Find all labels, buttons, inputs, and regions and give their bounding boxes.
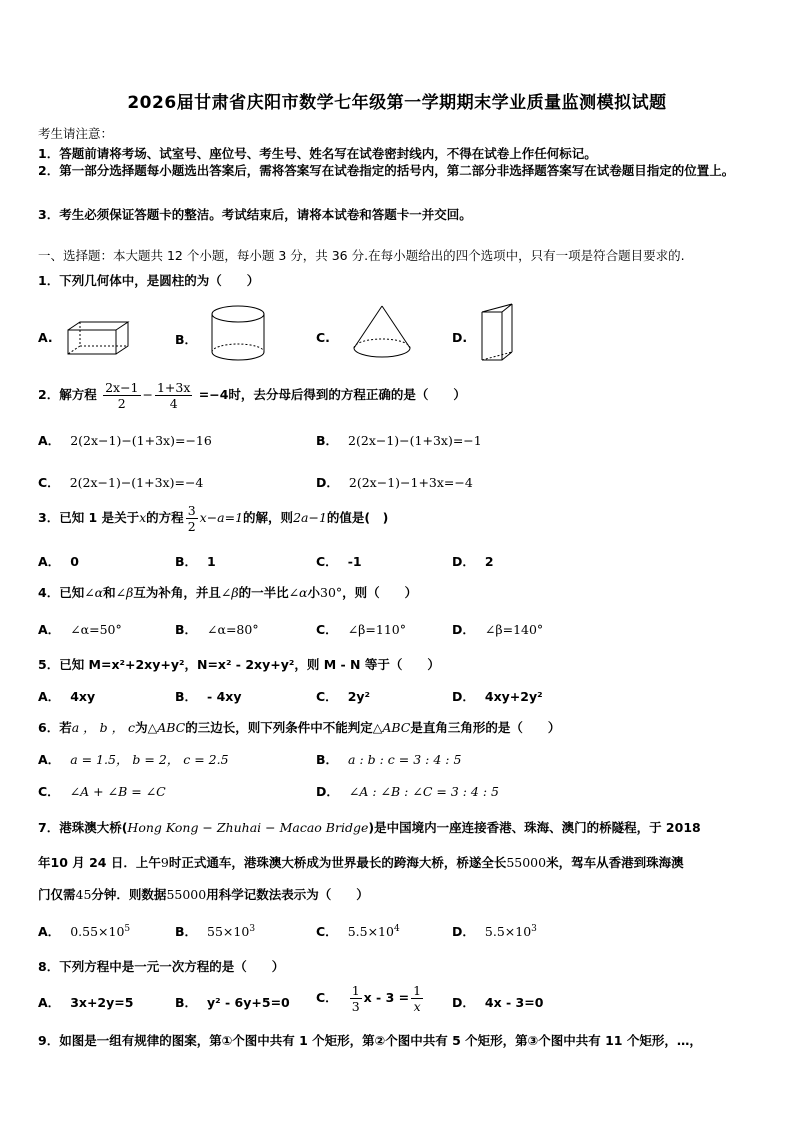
option-label: C. — [316, 330, 330, 345]
denominator: 2 — [187, 519, 196, 534]
option-text: 2 — [484, 554, 494, 569]
option-label: D． — [316, 784, 339, 799]
option-text: ∠α=80° — [207, 622, 259, 637]
q4-option-d[interactable] — [452, 620, 543, 638]
angle-alpha: ∠α — [288, 585, 308, 600]
q7-bridge-name: Hong Kong − Zhuhai − Macao Bridge — [127, 820, 369, 835]
option-label: A． — [38, 752, 61, 767]
q4-pre: 4．已知 — [38, 585, 85, 600]
option-label: D. — [452, 330, 468, 345]
option-text: 3x+2y=5 — [70, 995, 134, 1010]
q2-post: =−4时，去分母后得到的方程正确的是（ ） — [198, 387, 466, 402]
notice-heading: 考生请注意： — [38, 126, 114, 141]
option-label: C． — [316, 990, 338, 1005]
option-label: B． — [175, 622, 198, 637]
q7-text: 用科学记数法表示为（ ） — [206, 887, 369, 902]
option-label: B． — [175, 995, 198, 1010]
var-x: x — [139, 510, 147, 525]
angle-alpha: ∠α — [84, 585, 104, 600]
option-text: ∠β=140° — [484, 622, 544, 637]
q6-post: 是直角三角形的是（ ） — [410, 720, 561, 735]
exponent: 3 — [531, 923, 537, 934]
q3-option-b[interactable] — [175, 552, 216, 570]
q4-mid2: 的一半比 — [238, 585, 289, 600]
q3-option-a[interactable] — [38, 552, 79, 570]
q2-option-a[interactable] — [38, 431, 212, 449]
q2-option-b[interactable] — [316, 431, 482, 449]
cylinder-icon — [208, 302, 268, 364]
question-5-stem: 5．已知 M=x²+2xy+y²，N=x² - 2xy+y²，则 M - N 等于（ ） — [38, 657, 440, 672]
option-text: -1 — [347, 554, 362, 569]
q3-option-c[interactable] — [316, 552, 362, 570]
q3-pre: 3．已知 1 是关于 — [38, 510, 140, 525]
q7-text: )是中国境内一座连接香港、珠海、澳门的桥隧程，于 2018 — [368, 820, 701, 835]
triangle-abc: △ABC — [147, 720, 186, 735]
option-text: 2(2x−1)−(1+3x)=−4 — [69, 475, 204, 490]
q1-option-a[interactable] — [38, 330, 63, 345]
option-text: - 4xy — [207, 689, 242, 704]
option-label: A． — [38, 924, 61, 939]
numerator: 3 — [187, 503, 196, 518]
rectangular-prism-icon — [64, 318, 134, 358]
q7-option-d[interactable] — [452, 922, 537, 940]
option-label: C． — [316, 622, 338, 637]
q8-option-b[interactable] — [175, 993, 290, 1011]
option-label: A． — [38, 554, 61, 569]
q4-option-a[interactable] — [38, 620, 122, 638]
option-label: B． — [175, 332, 198, 347]
question-1-stem: 1．下列几何体中，是圆柱的为（ ） — [38, 273, 260, 288]
question-3-stem — [38, 503, 388, 534]
question-7-line-1 — [38, 818, 701, 836]
notice-item-3: 3．考生必须保证答题卡的整洁。考试结束后，请将本试卷和答题卡一并交回。 — [38, 207, 472, 222]
numerator: 1 — [351, 983, 360, 998]
option-text: 2(2x−1)−(1+3x)=−1 — [348, 433, 482, 448]
numerator: 1+3x — [156, 380, 191, 395]
q6-option-a[interactable] — [38, 750, 229, 768]
question-4-stem — [38, 583, 417, 601]
option-text: 4x - 3=0 — [484, 995, 544, 1010]
exponent: 4 — [393, 923, 400, 934]
q7-text: 分钟．则数据 — [91, 887, 167, 902]
option-label: C． — [316, 924, 338, 939]
option-label: A． — [38, 433, 61, 448]
q6-vars: a ， b ， c — [71, 720, 136, 735]
option-label: C． — [316, 554, 338, 569]
q2-pre: 2．解方程 — [38, 387, 97, 402]
q6-option-b[interactable] — [316, 750, 461, 768]
q7-text: 时正式通车，港珠澳大桥成为世界最长的跨海大桥，桥遂全长 — [168, 855, 507, 870]
q3-post2: 的值是( ) — [326, 510, 389, 525]
q7-number: 55000 — [166, 887, 207, 902]
option-label: D． — [452, 689, 475, 704]
q6-pre: 6．若 — [38, 720, 72, 735]
q7-number: 9 — [160, 855, 169, 870]
q1-option-c[interactable] — [316, 330, 340, 345]
option-text: 2(2x−1)−(1+3x)=−16 — [70, 433, 212, 448]
denominator: 2 — [117, 396, 126, 411]
q3-expr: 2a−1 — [293, 510, 327, 525]
notice-item-1: 1．答题前请将考场、试室号、座位号、考生号、姓名写在试卷密封线内，不得在试卷上作任何标记。 — [38, 146, 597, 161]
option-text: 2(2x−1)−1+3x=−4 — [348, 475, 473, 490]
option-text: 5.5×10 — [484, 924, 532, 939]
option-text: a = 1.5， b = 2， c = 2.5 — [70, 752, 229, 767]
q7-text: 门仅需 — [38, 887, 76, 902]
cone-icon — [350, 302, 414, 362]
option-text: 55×10 — [207, 924, 250, 939]
denominator: 3 — [351, 999, 360, 1014]
numerator: 1 — [413, 983, 422, 998]
option-text: 5.5×10 — [347, 924, 394, 939]
q8-option-a[interactable] — [38, 993, 133, 1011]
q7-number: 55000 — [506, 855, 547, 870]
q4-mid: 互为补角，并且 — [133, 585, 221, 600]
q6-mid2: 的三边长，则下列条件中不能判定 — [185, 720, 373, 735]
denominator: 4 — [169, 396, 178, 411]
q2-fraction-2 — [155, 380, 192, 411]
option-label: B． — [175, 554, 198, 569]
option-label: B． — [175, 924, 198, 939]
q3-fraction — [186, 503, 198, 534]
minus-sign: − — [142, 387, 153, 402]
question-8-stem: 8．下列方程中是一元一次方程的是（ ） — [38, 959, 285, 974]
option-text: ∠β=110° — [347, 622, 406, 637]
fraction — [350, 983, 362, 1014]
option-text: 0 — [70, 554, 79, 569]
option-text: ∠A + ∠B = ∠C — [69, 784, 166, 799]
q3-post1: 的解，则 — [243, 510, 294, 525]
q5-option-a[interactable] — [38, 687, 95, 705]
question-6-stem — [38, 718, 560, 736]
option-label: B． — [316, 752, 339, 767]
numerator: 2x−1 — [105, 380, 139, 395]
q3-mid: 的方程 — [146, 510, 184, 525]
page-title: 2026届甘肃省庆阳市数学七年级第一学期期末学业质量监测模拟试题 — [127, 93, 667, 113]
option-label: A． — [38, 689, 61, 704]
option-label: A． — [38, 622, 61, 637]
q7-option-c[interactable] — [316, 922, 400, 940]
option-text: ∠A : ∠B : ∠C = 3 : 4 : 5 — [348, 784, 500, 799]
section-heading: 一、选择题：本大题共 12 个小题，每小题 3 分，共 36 分.在每小题给出的四个选项中，只有一项是符合题目要求的. — [38, 248, 685, 263]
option-label: C． — [38, 784, 60, 799]
q3-option-d[interactable] — [452, 552, 494, 570]
q4-and: 和 — [103, 585, 116, 600]
question-9-stem: 9．如图是一组有规律的图案，第①个图中共有 1 个矩形，第②个图中共有 5 个矩形，第③个图中共有 11 个矩形，…， — [38, 1033, 702, 1048]
option-label: C． — [316, 689, 338, 704]
triangle-abc: △ABC — [372, 720, 411, 735]
option-text: ∠α=50° — [70, 622, 122, 637]
question-7-line-2 — [38, 853, 684, 871]
q6-option-d[interactable] — [316, 782, 499, 800]
q4-option-c[interactable] — [316, 620, 406, 638]
q4-post: 小 — [307, 585, 321, 600]
option-text: 4xy+2y² — [484, 689, 543, 704]
angle-beta: ∠β — [220, 585, 239, 600]
option-label: A． — [38, 995, 61, 1010]
option-label: B． — [175, 689, 198, 704]
q5-option-d[interactable] — [452, 687, 543, 705]
question-7-line-3 — [38, 885, 369, 903]
option-text: a : b : c = 3 : 4 : 5 — [348, 752, 462, 767]
angle-beta: ∠β — [115, 585, 134, 600]
q8-option-c[interactable] — [316, 983, 425, 1014]
option-text: 2y² — [347, 689, 371, 704]
notice-item-2: 2．第一部分选择题每小题选出答案后，需将答案写在试卷指定的括号内，第二部分非选择题答案写在试卷题目指定的位置上。 — [38, 163, 735, 178]
q7-text: 米，驾车从香港到珠海澳 — [546, 855, 684, 870]
q7-option-b[interactable] — [175, 922, 255, 940]
q5-option-c[interactable] — [316, 687, 370, 705]
q7-text: 7．港珠澳大桥( — [38, 820, 128, 835]
q2-option-c[interactable] — [38, 473, 203, 491]
degree-value: 30° — [320, 585, 343, 600]
triangular-prism-icon — [478, 298, 518, 366]
q2-option-d[interactable] — [316, 473, 473, 491]
option-text: 4xy — [70, 689, 96, 704]
option-text: y² - 6y+5=0 — [207, 995, 290, 1010]
q6-mid: 为 — [135, 720, 148, 735]
option-label: D． — [452, 554, 475, 569]
option-label: B． — [316, 433, 339, 448]
option-label: D． — [452, 622, 475, 637]
q6-option-c[interactable] — [38, 782, 166, 800]
option-text: 0.55×10 — [70, 924, 125, 939]
q7-number: 45 — [75, 887, 92, 902]
option-label: D． — [316, 475, 339, 490]
q1-option-b[interactable] — [175, 330, 207, 348]
exponent: 5 — [124, 923, 131, 934]
q4-option-b[interactable] — [175, 620, 259, 638]
q3-equation: x−a=1 — [199, 510, 244, 525]
q2-fraction-1 — [103, 380, 140, 411]
q1-option-d[interactable] — [452, 330, 477, 345]
option-label: D． — [452, 924, 475, 939]
q5-option-b[interactable] — [175, 687, 241, 705]
fraction — [411, 983, 423, 1014]
option-label: C． — [38, 475, 60, 490]
option-label: D． — [452, 995, 475, 1010]
option-label: A. — [38, 330, 53, 345]
q8-option-d[interactable] — [452, 993, 543, 1011]
option-text: x - 3 = — [363, 990, 410, 1005]
q4-end: ，则（ ） — [342, 585, 418, 600]
exponent: 3 — [249, 923, 256, 934]
q7-text: 年10 月 24 日．上午 — [38, 855, 161, 870]
q7-option-a[interactable] — [38, 922, 130, 940]
denominator: x — [413, 999, 421, 1014]
option-text: 1 — [207, 554, 216, 569]
question-2-stem — [38, 380, 466, 411]
